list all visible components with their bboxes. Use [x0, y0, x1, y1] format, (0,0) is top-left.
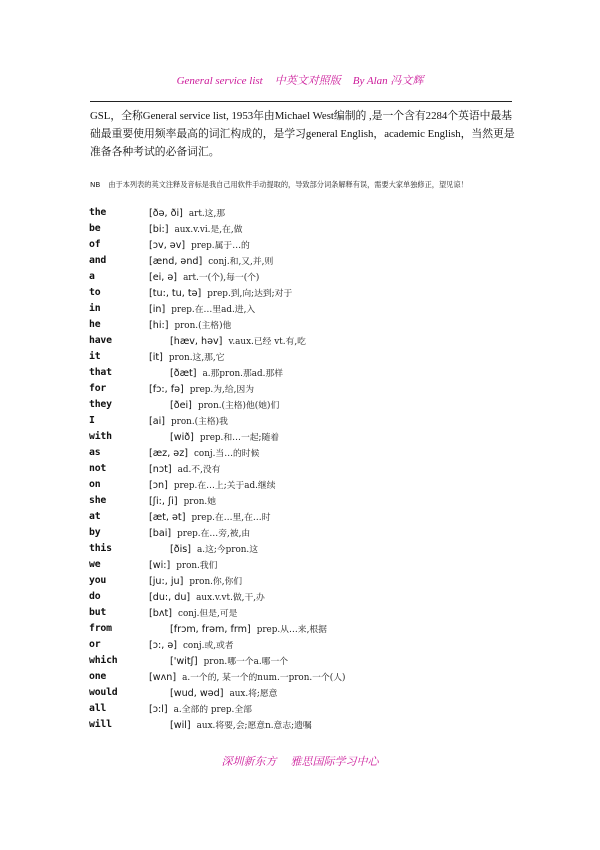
entry-word: on	[89, 479, 101, 490]
intro-paragraph: GSL，全称General service list, 1953年由Michael West编制的 ,是一个含有2284个英语中最基础最重要使用频率最高的词汇构成的，是学习general English，academic English，当然更是准备各种考试的必备词汇。	[90, 110, 515, 158]
entry-definition	[149, 670, 345, 683]
entry-word: the	[89, 207, 107, 218]
entry-word: or	[89, 639, 101, 650]
entry-meaning: prep.在…上;关于ad.继续	[173, 481, 276, 491]
entry-definition	[170, 398, 279, 411]
entry-meaning: prep.到,向;达到;对于	[207, 289, 293, 299]
entry-word: be	[89, 223, 101, 234]
word-entry	[0, 638, 600, 654]
header-author: By Alan 冯文辉	[352, 75, 424, 87]
entry-definition	[149, 318, 231, 331]
page-header	[0, 72, 600, 88]
entry-meaning: art.一(个),每一(个)	[183, 273, 260, 283]
entry-word: for	[89, 383, 107, 394]
entry-meaning: aux.v.vi.是,在,做	[174, 225, 243, 235]
word-entry	[0, 558, 600, 574]
entry-word: he	[89, 319, 101, 330]
entry-definition	[149, 350, 225, 363]
entry-definition	[149, 510, 271, 523]
entry-definition	[170, 334, 306, 347]
entry-word: with	[89, 431, 112, 442]
entry-definition	[170, 686, 277, 699]
word-entry	[0, 478, 600, 494]
entry-phonetic: [in]	[149, 304, 166, 315]
word-entry	[0, 606, 600, 622]
entry-word: as	[89, 447, 101, 458]
entry-phonetic: [ðə, ði]	[149, 208, 183, 219]
entry-definition	[149, 206, 225, 219]
entry-word: we	[89, 559, 101, 570]
entry-definition	[149, 238, 250, 251]
entry-meaning: a.一个的, 某一个的num.一pron.一个(人)	[182, 673, 346, 683]
entry-meaning: prep.在…里ad.进,入	[171, 305, 256, 315]
entry-phonetic: [bi:]	[149, 224, 169, 235]
entry-meaning: pron.(主格)他	[174, 321, 232, 331]
word-entry	[0, 350, 600, 366]
word-entry	[0, 414, 600, 430]
footer-left: 深圳新东方	[221, 755, 277, 768]
entry-definition	[170, 542, 258, 555]
word-entry	[0, 510, 600, 526]
word-entry	[0, 222, 600, 238]
entry-phonetic: [wud, wəd]	[170, 688, 224, 699]
word-entry	[0, 398, 600, 414]
entry-word: I	[89, 415, 95, 426]
word-entry	[0, 270, 600, 286]
nb-text: 由于本列表的英文注释及音标是我自己用软件手动提取的，导致部分词条解释有误，需要大家单独修正，望见谅！	[108, 180, 468, 189]
entry-word: by	[89, 527, 101, 538]
entry-meaning: pron.(主格)他(她)们	[197, 401, 280, 411]
entry-definition	[149, 478, 276, 491]
entry-definition	[149, 558, 217, 571]
entry-meaning: prep.为,给,因为	[189, 385, 255, 395]
entry-meaning: aux.将;愿意	[229, 689, 278, 699]
nb-label: NB	[90, 180, 101, 189]
entry-word: have	[89, 335, 112, 346]
entry-word: it	[89, 351, 101, 362]
entry-definition	[149, 382, 254, 395]
word-entry	[0, 334, 600, 350]
entry-meaning: aux.v.vt.做,干,办	[196, 593, 265, 603]
entry-phonetic: [æt, ət]	[149, 512, 186, 523]
header-divider	[90, 101, 512, 102]
header-title: General service list	[176, 75, 263, 87]
entry-phonetic: [ðæt]	[170, 368, 197, 379]
entry-word: from	[89, 623, 112, 634]
word-entry	[0, 238, 600, 254]
entry-definition	[149, 254, 273, 267]
entry-meaning: prep.属于…的	[191, 241, 250, 251]
entry-phonetic: [ju:, ju]	[149, 576, 184, 587]
entry-word: but	[89, 607, 107, 618]
entry-phonetic: [ɔv, əv]	[149, 240, 186, 251]
entry-definition	[149, 606, 237, 619]
word-entry	[0, 526, 600, 542]
entry-word: do	[89, 591, 101, 602]
entry-definition	[149, 222, 242, 235]
entry-phonetic: [wi:]	[149, 560, 171, 571]
entry-phonetic: [du:, du]	[149, 592, 191, 603]
entry-word: this	[89, 543, 112, 554]
entry-definition	[149, 638, 234, 651]
entry-phonetic: [bʌt]	[149, 608, 173, 619]
entry-definition	[170, 654, 288, 667]
word-entry	[0, 206, 600, 222]
entry-meaning: v.aux.已经 vt.有,吃	[228, 337, 306, 347]
entry-definition	[149, 286, 292, 299]
word-entry	[0, 462, 600, 478]
entry-word: which	[89, 655, 118, 666]
entry-word: and	[89, 255, 107, 266]
word-entry	[0, 702, 600, 718]
entry-definition	[149, 574, 242, 587]
entry-meaning: a.那pron.那ad.那样	[202, 369, 284, 379]
word-entry	[0, 590, 600, 606]
entry-word: they	[89, 399, 112, 410]
entry-phonetic: [ðei]	[170, 400, 192, 411]
entry-meaning: pron.(主格)我	[171, 417, 228, 427]
entry-phonetic: [ɔn]	[149, 480, 168, 491]
entry-phonetic: [ɔ:l]	[149, 704, 168, 715]
entry-phonetic: [ʃi:, ʃi]	[149, 496, 178, 507]
entry-phonetic: [tu:, tu, tə]	[149, 288, 202, 299]
entry-word: one	[89, 671, 107, 682]
entry-phonetic: [bai]	[149, 528, 172, 539]
entry-word: you	[89, 575, 107, 586]
footer-right: 雅思国际学习中心	[290, 755, 379, 768]
entry-meaning: aux.将要,会;愿意n.意志;遗嘱	[196, 721, 312, 731]
entry-definition	[149, 462, 220, 475]
entry-meaning: prep.在…旁,被,由	[177, 529, 251, 539]
entry-meaning: conj.和,又,并,则	[208, 257, 274, 267]
entry-phonetic: [ɔ:, ə]	[149, 640, 177, 651]
entry-phonetic: [hi:]	[149, 320, 169, 331]
entry-meaning: conj.但是,可是	[178, 609, 238, 619]
entry-meaning: pron.她	[183, 497, 217, 507]
word-entry	[0, 654, 600, 670]
word-entry	[0, 622, 600, 638]
entry-phonetic: ['witʃ]	[170, 656, 198, 667]
word-entry	[0, 302, 600, 318]
entry-word: in	[89, 303, 101, 314]
entry-phonetic: [æz, əz]	[149, 448, 188, 459]
entry-phonetic: [wið]	[170, 432, 194, 443]
entry-phonetic: [nɔt]	[149, 464, 172, 475]
entry-meaning: pron.你,你们	[189, 577, 243, 587]
entry-word: would	[89, 687, 118, 698]
entry-meaning: a.全部的 prep.全部	[173, 705, 252, 715]
page-footer	[0, 753, 600, 769]
entry-word: at	[89, 511, 101, 522]
entry-phonetic: [it]	[149, 352, 163, 363]
word-entry	[0, 446, 600, 462]
word-entry	[0, 286, 600, 302]
word-entry	[0, 494, 600, 510]
entry-phonetic: [fɔ:, fə]	[149, 384, 184, 395]
entry-meaning: conj.或,或者	[183, 641, 234, 651]
nb-note	[90, 180, 520, 190]
entry-word: of	[89, 239, 101, 250]
entry-definition	[170, 718, 312, 731]
entry-phonetic: [ænd, ənd]	[149, 256, 203, 267]
entry-definition	[149, 414, 228, 427]
word-entry	[0, 686, 600, 702]
entry-word: she	[89, 495, 107, 506]
entry-word: a	[89, 271, 95, 282]
entry-definition	[170, 622, 327, 635]
entry-definition	[149, 590, 265, 603]
entry-phonetic: [hæv, həv]	[170, 336, 223, 347]
entry-word: all	[89, 703, 107, 714]
entry-definition	[149, 526, 250, 539]
header-subtitle: 中英文对照版	[274, 75, 341, 87]
entry-definition	[149, 302, 255, 315]
entry-meaning: ad.不,没有	[177, 465, 221, 475]
entry-phonetic: [frɔm, frəm, frm]	[170, 624, 251, 635]
word-entry	[0, 574, 600, 590]
entry-phonetic: [wil]	[170, 720, 191, 731]
entry-definition	[149, 446, 259, 459]
word-entry	[0, 542, 600, 558]
entry-definition	[170, 430, 279, 443]
entry-definition	[149, 702, 252, 715]
entry-word: to	[89, 287, 101, 298]
word-entry	[0, 254, 600, 270]
entry-phonetic: [ei, ə]	[149, 272, 178, 283]
word-entry	[0, 366, 600, 382]
entry-definition	[149, 494, 216, 507]
entry-meaning: prep.和…一起;随着	[199, 433, 280, 443]
entry-phonetic: [ai]	[149, 416, 166, 427]
entry-meaning: a.这;今pron.这	[197, 545, 259, 555]
word-entry	[0, 718, 600, 734]
entry-word: not	[89, 463, 107, 474]
word-entry	[0, 318, 600, 334]
entry-meaning: pron.我们	[176, 561, 218, 571]
entry-meaning: prep.在…里,在…时	[191, 513, 271, 523]
entry-meaning: pron.哪一个a.哪一个	[203, 657, 289, 667]
entry-meaning: conj.当…的时候	[193, 449, 260, 459]
entry-definition	[149, 270, 259, 283]
entry-phonetic: [ðis]	[170, 544, 192, 555]
word-list	[0, 206, 600, 734]
entry-word: that	[89, 367, 112, 378]
entry-phonetic: [wʌn]	[149, 672, 177, 683]
word-entry	[0, 670, 600, 686]
entry-definition	[170, 366, 283, 379]
entry-meaning: art.这,那	[188, 209, 226, 219]
word-entry	[0, 382, 600, 398]
entry-meaning: pron.这,那,它	[168, 353, 225, 363]
entry-word: will	[89, 719, 112, 730]
word-entry	[0, 430, 600, 446]
entry-meaning: prep.从…来,根据	[256, 625, 327, 635]
